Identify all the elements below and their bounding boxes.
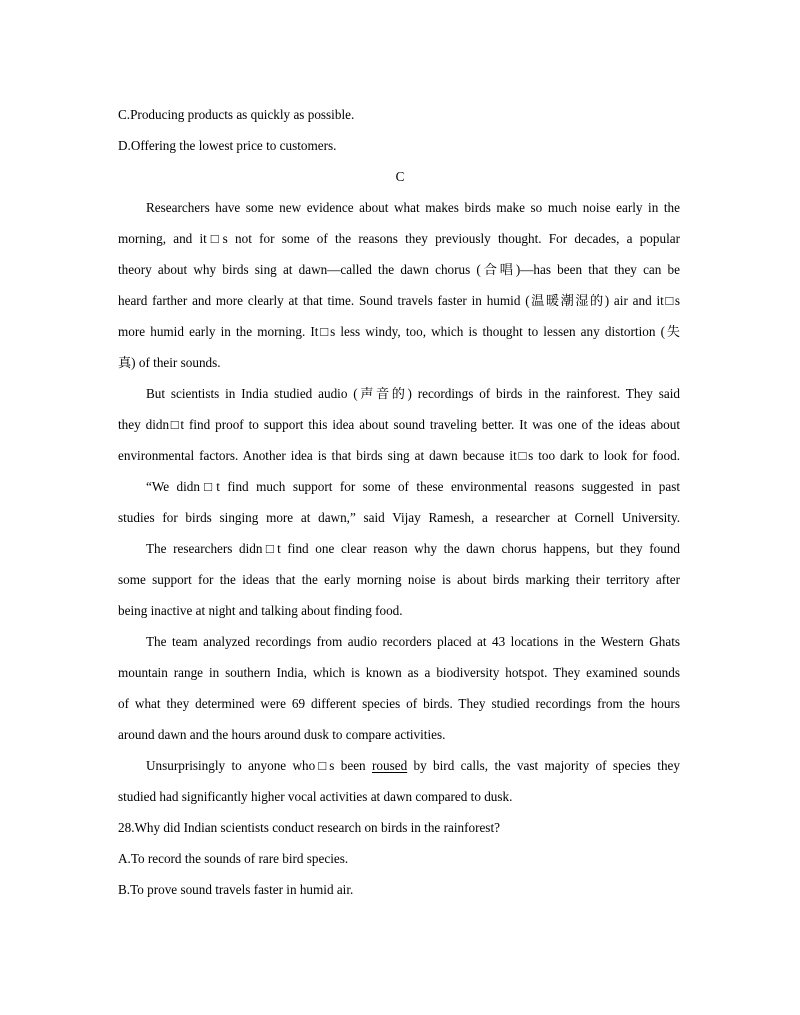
paragraph-1-line-1: Researchers have some new evidence about what makes birds make so much noise early in the [146, 200, 680, 215]
paragraph-4-line-1: The researchers didn□t find one clear reason why the dawn chorus happens, but they found [146, 541, 680, 556]
paragraph-3-line-2: studies for birds singing more at dawn,” said Vijay Ramesh, a researcher at Cornell University. [118, 510, 680, 525]
paragraph-1-line-3: theory about why birds sing at dawn—called the dawn chorus (合唱)—has been that they can be [118, 262, 680, 277]
paragraph-6-line-1 [146, 758, 680, 774]
paragraph-5-line-2: mountain range in southern India, which is known as a biodiversity hotspot. They examined sounds [118, 665, 680, 680]
paragraph-3-line-1: “We didn□t find much support for some of these environmental reasons suggested in past [146, 479, 680, 494]
paragraph-2-line-3: environmental factors. Another idea is that birds sing at dawn because it□s too dark to look for food. [118, 448, 680, 463]
paragraph-5-line-4: around dawn and the hours around dusk to compare activities. [118, 727, 446, 742]
paragraph-1-line-4: heard farther and more clearly at that time. Sound travels faster in humid (温暖潮湿的) air and it□s [118, 293, 680, 308]
paragraph-2-line-1: But scientists in India studied audio (声音的) recordings of birds in the rainforest. They said [146, 386, 680, 401]
paragraph-1-line-6: 真) of their sounds. [118, 355, 221, 370]
paragraph-6-line-2: studied had significantly higher vocal activities at dawn compared to dusk. [118, 789, 513, 804]
paragraph-6-text-before: Unsurprisingly to anyone who□s been [146, 758, 372, 773]
paragraph-1-line-2: morning, and it□s not for some of the reasons they previously thought. For decades, a popular [118, 231, 680, 246]
paragraph-1-line-5: more humid early in the morning. It□s less windy, too, which is thought to lessen any distortion (失 [118, 324, 680, 339]
paragraph-6-text-after: by bird calls, the vast majority of species they [407, 758, 680, 773]
paragraph-4-line-3: being inactive at night and talking about finding food. [118, 603, 403, 618]
paragraph-5-line-3: of what they determined were 69 different species of birds. They studied recordings from the hours [118, 696, 680, 711]
option-d-previous: D.Offering the lowest price to customers. [118, 138, 337, 153]
option-c-previous: C.Producing products as quickly as possible. [118, 107, 355, 122]
paragraph-5-line-1: The team analyzed recordings from audio recorders placed at 43 locations in the Western Ghats [146, 634, 680, 649]
underlined-word-roused: roused [372, 758, 408, 773]
section-label: C [395, 169, 405, 184]
question-28-stem: 28.Why did Indian scientists conduct research on birds in the rainforest? [118, 820, 500, 835]
paragraph-2-line-2: they didn□t find proof to support this idea about sound traveling better. It was one of the ideas about [118, 417, 680, 432]
question-28-option-b: B.To prove sound travels faster in humid air. [118, 882, 354, 897]
question-28-option-a: A.To record the sounds of rare bird species. [118, 851, 349, 866]
paragraph-4-line-2: some support for the ideas that the early morning noise is about birds marking their territory after [118, 572, 680, 587]
